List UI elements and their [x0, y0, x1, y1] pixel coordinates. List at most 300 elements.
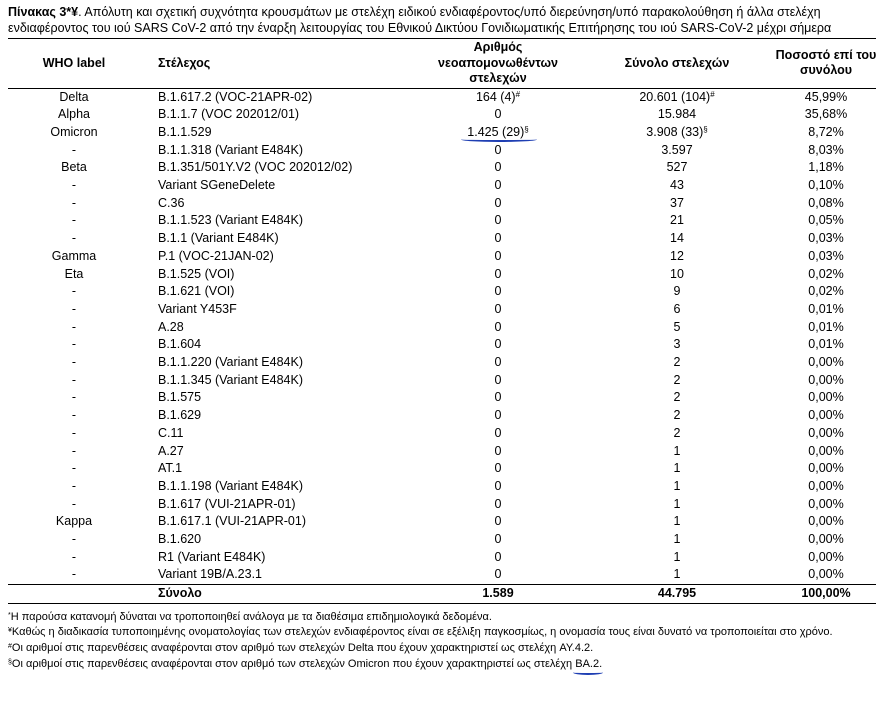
who-label-cell	[8, 124, 140, 142]
percent-cell	[768, 283, 876, 301]
who-label-cell	[8, 372, 140, 390]
lineage-cell-value	[158, 249, 274, 263]
new-isolates-cell-value	[495, 249, 502, 263]
table-row	[8, 478, 876, 496]
total-cell	[586, 478, 768, 496]
percent-cell-value	[808, 497, 843, 511]
header-lineage: Στέλεχος	[140, 39, 410, 89]
percent-cell-value	[808, 567, 843, 581]
percent-cell	[768, 301, 876, 319]
total-cell	[586, 195, 768, 213]
table-row	[8, 212, 876, 230]
total-cell	[586, 301, 768, 319]
new-isolates-cell-text: 0	[494, 496, 502, 511]
lineage-cell-value	[158, 426, 183, 440]
percent-cell	[768, 142, 876, 160]
new-isolates-cell-value	[495, 302, 502, 316]
lineage-cell-value	[158, 90, 312, 104]
who-label-cell-text: -	[71, 142, 77, 157]
new-isolates-cell	[410, 513, 586, 531]
table-caption	[8, 4, 868, 36]
total-cell	[586, 230, 768, 248]
table-row	[8, 301, 876, 319]
footnote-2	[8, 625, 868, 641]
who-label-cell-value	[72, 373, 76, 387]
percent-cell	[768, 425, 876, 443]
new-isolates-cell-value	[495, 160, 502, 174]
lineage-cell-value	[158, 213, 303, 227]
total-cell-value	[674, 479, 681, 493]
new-isolates-cell-value	[495, 497, 502, 511]
who-label-cell-value	[72, 143, 76, 157]
lineage-cell	[140, 372, 410, 390]
total-cell	[586, 496, 768, 514]
percent-cell-value	[808, 213, 843, 227]
percent-cell	[768, 460, 876, 478]
lineage-cell-text: B.1.1.318 (Variant E484K)	[158, 142, 303, 157]
percent-cell-text: 0,00%	[808, 478, 844, 493]
percent-cell-value	[808, 355, 843, 369]
new-isolates-cell-text: 0	[494, 532, 502, 547]
new-isolates-cell-value	[495, 107, 502, 121]
who-label-cell-text: -	[71, 195, 77, 210]
table-row	[8, 372, 876, 390]
total-cell-text: 1	[673, 461, 681, 476]
new-isolates-cell-value	[495, 408, 502, 422]
new-isolates-cell-value	[495, 267, 502, 281]
who-label-cell	[8, 443, 140, 461]
total-cell-value	[674, 337, 681, 351]
new-isolates-cell-text: 0	[494, 284, 502, 299]
header-percent: Ποσοστό επί του συνόλου	[768, 39, 876, 89]
who-label-cell-text: -	[71, 461, 77, 476]
who-label-cell-text: -	[71, 425, 77, 440]
new-isolates-cell-text: 0	[494, 461, 502, 476]
who-label-cell-text: -	[71, 390, 77, 405]
lineage-cell	[140, 106, 410, 124]
total-cell-text: 2	[673, 425, 681, 440]
who-label-cell-text: -	[71, 532, 77, 547]
who-label-cell-text: -	[71, 478, 77, 493]
variants-table	[8, 38, 876, 604]
percent-cell-value	[808, 408, 843, 422]
lineage-cell	[140, 88, 410, 106]
percent-cell	[768, 106, 876, 124]
new-isolates-cell-value	[476, 90, 520, 104]
percent-cell-text: 0,00%	[808, 532, 844, 547]
new-isolates-cell-value	[495, 231, 502, 245]
percent-cell-text: 35,68%	[804, 107, 848, 122]
lineage-cell	[140, 142, 410, 160]
percent-cell-text: 0,00%	[808, 355, 844, 370]
who-label-cell-text: -	[71, 408, 77, 423]
table-total-row	[8, 585, 876, 604]
lineage-cell-value	[158, 337, 201, 351]
percent-cell-text: 0,00%	[808, 425, 844, 440]
total-cell	[586, 106, 768, 124]
total-cell-value	[674, 532, 681, 546]
who-label-cell-value	[72, 567, 76, 581]
total-cell-value	[670, 213, 684, 227]
total-cell-text: 1	[673, 514, 681, 529]
percent-cell-text: 0,00%	[808, 567, 844, 582]
percent-cell	[768, 159, 876, 177]
lineage-cell	[140, 443, 410, 461]
who-label-cell	[8, 301, 140, 319]
total-cell	[586, 283, 768, 301]
table-header-row	[8, 39, 876, 89]
who-label-cell-text: -	[71, 567, 77, 582]
table-row	[8, 566, 876, 584]
new-isolates-cell	[410, 177, 586, 195]
total-cell-text: 15.984	[657, 107, 697, 122]
lineage-cell-text: B.1.621 (VOI)	[158, 284, 235, 299]
new-isolates-cell	[410, 389, 586, 407]
percent-cell-text: 0,08%	[808, 195, 844, 210]
footnote-3	[8, 641, 868, 657]
table-row	[8, 230, 876, 248]
footnote-text: Οι αριθμοί στις παρενθέσεις αναφέρονται στον αριθμό των στελεχών Delta που έχουν χαρακτηριστεί ως στελέχη AY.4.2.	[11, 642, 594, 655]
new-isolates-cell	[410, 106, 586, 124]
percent-cell	[768, 372, 876, 390]
footnote-text-end: .	[599, 657, 603, 670]
who-label-cell-value	[72, 532, 76, 546]
percent-cell-value	[808, 337, 843, 351]
new-isolates-cell-value	[495, 444, 502, 458]
new-isolates-cell-text: 0	[494, 266, 502, 281]
who-label-cell-value	[72, 337, 76, 351]
who-label-cell	[8, 425, 140, 443]
total-cell	[586, 248, 768, 266]
total-cell-value	[674, 355, 681, 369]
lineage-cell	[140, 354, 410, 372]
new-isolates-cell-text: 0	[494, 107, 502, 122]
who-label-cell-value	[72, 213, 76, 227]
percent-cell-value	[808, 160, 843, 174]
who-label-cell-text: -	[71, 337, 77, 352]
lineage-cell-value	[158, 284, 234, 298]
lineage-cell-text: B.1.1.198 (Variant E484K)	[158, 478, 303, 493]
percent-cell-value	[808, 143, 843, 157]
who-label-cell-text: -	[71, 549, 77, 564]
total-cell-text: 527	[666, 160, 688, 175]
who-label-cell-value	[65, 267, 84, 281]
new-isolates-cell	[410, 372, 586, 390]
who-label-cell	[8, 177, 140, 195]
new-isolates-cell-value	[495, 196, 502, 210]
percent-cell	[768, 443, 876, 461]
footnote-4	[8, 657, 868, 673]
who-label-cell-text: -	[71, 301, 77, 316]
lineage-cell-value	[158, 355, 303, 369]
who-label-cell-value	[72, 284, 76, 298]
new-isolates-cell-value	[495, 390, 502, 404]
new-isolates-cell-text: 0	[494, 443, 502, 458]
new-isolates-cell-value	[495, 514, 502, 528]
percent-cell-text: 0,02%	[808, 284, 844, 299]
footnote-1	[8, 610, 868, 626]
header-who-label: WHO label	[8, 39, 140, 89]
new-isolates-cell-value	[495, 320, 502, 334]
lineage-cell-value	[158, 320, 184, 334]
new-isolates-cell-text: 0	[494, 425, 502, 440]
who-label-cell-value	[72, 461, 76, 475]
new-isolates-cell	[410, 248, 586, 266]
new-isolates-cell	[410, 230, 586, 248]
who-label-cell-value	[72, 426, 76, 440]
who-label-cell	[8, 549, 140, 567]
who-label-cell-value	[72, 444, 76, 458]
lineage-cell-value	[158, 302, 237, 316]
total-cell	[586, 531, 768, 549]
new-isolates-cell	[410, 88, 586, 106]
total-cell-value	[658, 107, 696, 121]
percent-cell	[768, 549, 876, 567]
new-isolates-cell	[410, 425, 586, 443]
percent-cell-text: 0,05%	[808, 213, 844, 228]
new-isolates-cell-text: 0	[494, 213, 502, 228]
lineage-cell	[140, 248, 410, 266]
total-cell-text: 12	[670, 248, 684, 263]
lineage-cell-value	[158, 497, 296, 511]
lineage-cell-text: B.1.575	[158, 390, 202, 405]
who-label-cell-value	[72, 302, 76, 316]
total-cell-value	[674, 284, 681, 298]
percent-cell-value	[808, 390, 843, 404]
total-cell	[586, 124, 768, 142]
new-isolates-cell	[410, 531, 586, 549]
new-isolates-cell-value	[467, 125, 528, 139]
total-cell-value	[670, 231, 684, 245]
percent-cell-text: 0,00%	[808, 372, 844, 387]
percent-cell-value	[808, 196, 843, 210]
header-total: Σύνολο στελεχών	[586, 39, 768, 89]
lineage-cell-text: A.27	[158, 443, 184, 458]
footnote-text: Καθώς η διαδικασία τυποποιημένης ονοματολογίας των στελεχών ενδιαφέροντος είναι σε εξέλιξη παγκοσμίως, η ονομασία τους είναι δυνατό να τροποποιείται στο χρόνο.	[11, 626, 833, 639]
footnote-ref: #	[515, 89, 521, 99]
total-cell-value	[674, 514, 681, 528]
new-isolates-cell	[410, 124, 586, 142]
total-cell	[586, 177, 768, 195]
percent-cell-value	[808, 479, 843, 493]
percent-cell-value	[808, 284, 843, 298]
who-label-cell-value	[52, 249, 96, 263]
footnotes	[8, 610, 868, 672]
lineage-cell-text: A.28	[158, 319, 184, 334]
who-label-cell	[8, 478, 140, 496]
who-label-cell	[8, 142, 140, 160]
who-label-cell-value	[58, 107, 90, 121]
who-label-cell-text: Kappa	[55, 514, 93, 529]
who-label-cell-text: -	[71, 213, 77, 228]
who-label-cell-value	[72, 408, 76, 422]
total-cell	[586, 372, 768, 390]
total-cell-text: 21	[670, 213, 684, 228]
percent-cell	[768, 354, 876, 372]
lineage-cell-text: B.1.1.7 (VOC 202012/01)	[158, 107, 300, 122]
percent-cell-text: 0,01%	[808, 319, 844, 334]
table-row	[8, 336, 876, 354]
total-cell-text: 3.597	[661, 142, 693, 157]
new-isolates-cell-text: 0	[494, 478, 502, 493]
new-isolates-cell	[410, 283, 586, 301]
lineage-cell	[140, 159, 410, 177]
highlighted-term-text: BA.2	[575, 657, 600, 670]
percent-cell	[768, 212, 876, 230]
percent-cell	[768, 195, 876, 213]
lineage-cell	[140, 230, 410, 248]
new-isolates-cell	[410, 142, 586, 160]
total-cell-value	[670, 178, 684, 192]
document	[8, 4, 876, 672]
total-cell	[586, 88, 768, 106]
total-cell-value	[639, 90, 714, 104]
caption-label: Πίνακας 3*¥	[8, 5, 79, 19]
new-isolates-cell-value	[495, 284, 502, 298]
lineage-cell-text: B.1.1 (Variant E484K)	[158, 231, 279, 246]
percent-cell-text: 0,01%	[808, 301, 844, 316]
table-row	[8, 283, 876, 301]
percent-cell	[768, 319, 876, 337]
lineage-cell	[140, 212, 410, 230]
percent-cell	[768, 124, 876, 142]
lineage-cell-text: B.1.1.529	[158, 124, 212, 139]
lineage-cell-text: B.1.617.1 (VUI-21APR-01)	[158, 514, 306, 529]
who-label-cell	[8, 266, 140, 284]
total-who-cell	[8, 585, 140, 604]
highlighted-term	[575, 658, 599, 670]
total-cell-text: 1	[673, 496, 681, 511]
lineage-cell-value	[158, 567, 262, 581]
total-cell-text: 2	[673, 390, 681, 405]
lineage-cell	[140, 195, 410, 213]
lineage-cell-text: B.1.629	[158, 408, 202, 423]
lineage-cell-value	[158, 461, 182, 475]
new-isolates-cell-text: 0	[494, 390, 502, 405]
new-isolates-cell	[410, 478, 586, 496]
new-isolates-cell-text: 0	[494, 142, 502, 157]
who-label-cell	[8, 88, 140, 106]
table-row	[8, 407, 876, 425]
who-label-cell	[8, 248, 140, 266]
percent-cell-value	[808, 320, 843, 334]
total-cell	[586, 266, 768, 284]
lineage-cell-text: Variant SGeneDelete	[158, 178, 276, 193]
new-isolates-cell	[410, 266, 586, 284]
percent-cell-text: 0,00%	[808, 443, 844, 458]
new-isolates-cell	[410, 354, 586, 372]
percent-cell	[768, 230, 876, 248]
percent-cell	[768, 177, 876, 195]
who-label-cell	[8, 460, 140, 478]
table-row	[8, 195, 876, 213]
lineage-cell	[140, 336, 410, 354]
new-isolates-cell-text: 0	[494, 408, 502, 423]
new-isolates-cell-value	[495, 479, 502, 493]
who-label-cell	[8, 230, 140, 248]
total-cell-text: 3	[673, 337, 681, 352]
total-cell-value	[670, 267, 684, 281]
who-label-cell-text: -	[71, 319, 77, 334]
who-label-cell-value	[72, 355, 76, 369]
lineage-cell-text: B.1.604	[158, 337, 202, 352]
new-isolates-cell-value	[495, 143, 502, 157]
lineage-cell-value	[158, 125, 212, 139]
total-cell-text: 2	[673, 408, 681, 423]
percent-cell	[768, 88, 876, 106]
table-body	[8, 88, 876, 585]
percent-cell-text: 0,00%	[808, 496, 844, 511]
lineage-cell-value	[158, 479, 303, 493]
lineage-cell	[140, 301, 410, 319]
total-cell-value	[674, 550, 681, 564]
total-cell-value	[667, 160, 688, 174]
total-cell-value	[674, 444, 681, 458]
lineage-cell	[140, 549, 410, 567]
percent-cell-text: 1,18%	[808, 160, 844, 175]
lineage-cell	[140, 266, 410, 284]
percent-cell-text: 45,99%	[804, 89, 848, 104]
footnote-text: Οι αριθμοί στις παρενθέσεις αναφέρονται στον αριθμό των στελεχών Omicron που έχουν χαρακτηριστεί ως στελέχη	[11, 657, 576, 670]
lineage-cell	[140, 407, 410, 425]
total-cell-value	[670, 196, 684, 210]
table-row	[8, 319, 876, 337]
who-label-cell-text: -	[71, 178, 77, 193]
lineage-cell-value	[158, 196, 184, 210]
total-cell-text: 43	[670, 178, 684, 193]
who-label-cell-text: -	[71, 284, 77, 299]
new-isolates-cell-value	[495, 213, 502, 227]
total-cell-text: 2	[673, 372, 681, 387]
percent-cell-value	[808, 302, 843, 316]
new-isolates-cell-text: 0	[494, 514, 502, 529]
total-cell	[586, 389, 768, 407]
lineage-cell-value	[158, 178, 275, 192]
total-cell	[586, 142, 768, 160]
total-label: Σύνολο	[140, 585, 410, 604]
who-label-cell	[8, 159, 140, 177]
who-label-cell	[8, 389, 140, 407]
percent-cell-text: 0,01%	[808, 337, 844, 352]
total-cell	[586, 549, 768, 567]
new-isolates-cell-text: 0	[494, 372, 502, 387]
new-isolates-cell-text: 1.425 (29)	[467, 124, 525, 139]
total-cell-text: 1	[673, 549, 681, 564]
table-row	[8, 266, 876, 284]
new-isolates-cell-value	[495, 567, 502, 581]
percent-cell-text: 0,00%	[808, 390, 844, 405]
who-label-cell-value	[72, 231, 76, 245]
new-isolates-cell-text: 0	[494, 160, 502, 175]
footnote-text: Η παρούσα κατανομή δύναται να τροποποιηθεί ανάλογα με τα διαθέσιμα επιδημιολογικά δεδομένα.	[10, 610, 492, 623]
total-cell-value	[674, 320, 681, 334]
percent-cell	[768, 513, 876, 531]
lineage-cell-text: B.1.351/501Y.V2 (VOC 202012/02)	[158, 160, 353, 175]
total-cell-text: 1	[673, 567, 681, 582]
percent-cell-value	[808, 426, 843, 440]
footnote-mark: #	[8, 643, 12, 651]
lineage-cell-text: B.1.617.2 (VOC-21APR-02)	[158, 89, 313, 104]
lineage-cell-text: P.1 (VOC-21JAN-02)	[158, 248, 274, 263]
new-isolates-cell	[410, 443, 586, 461]
lineage-cell-value	[158, 267, 234, 281]
total-new: 1.589	[410, 585, 586, 604]
total-cell	[586, 425, 768, 443]
who-label-cell-text: -	[71, 443, 77, 458]
new-isolates-cell	[410, 496, 586, 514]
who-label-cell-text: -	[71, 231, 77, 246]
new-isolates-cell	[410, 407, 586, 425]
